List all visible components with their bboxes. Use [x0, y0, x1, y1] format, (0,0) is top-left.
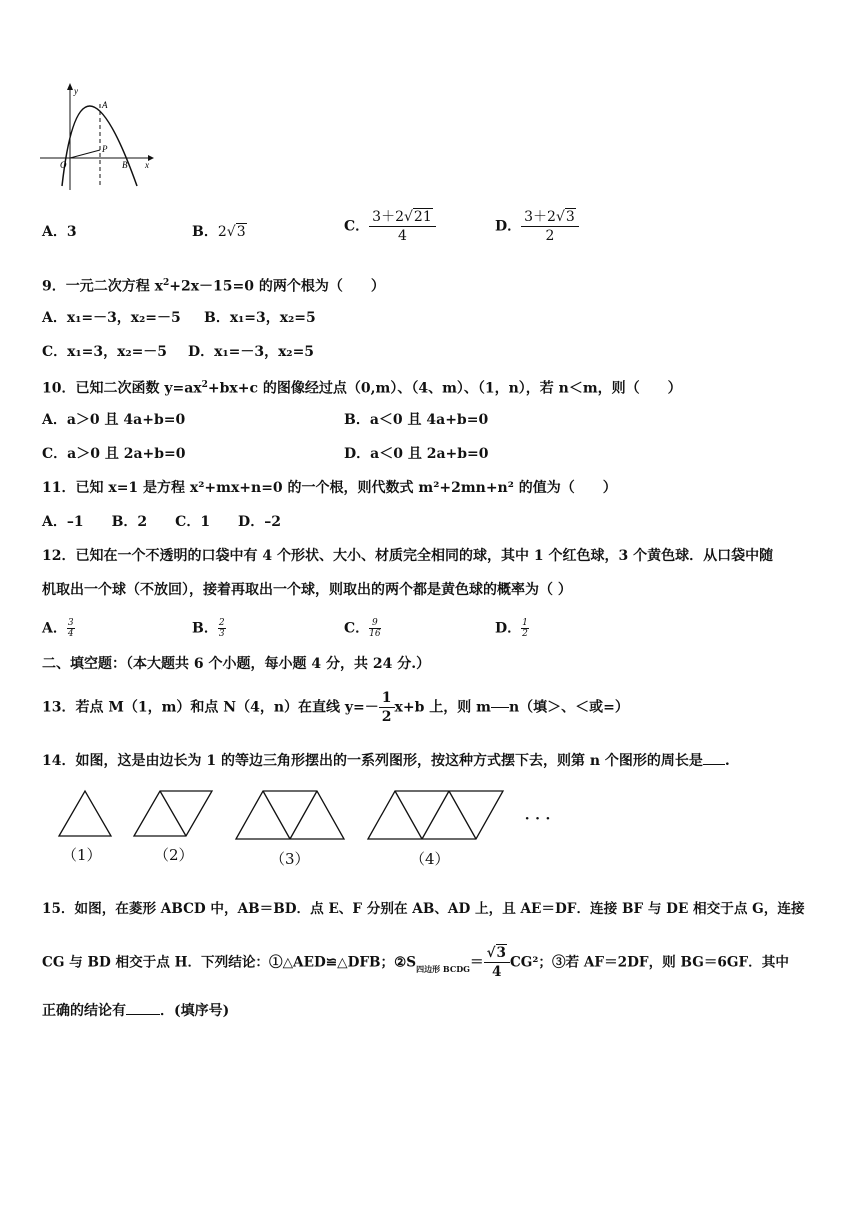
q8-option-c-label: C． — [344, 218, 370, 235]
q12-b-label: B． — [192, 620, 218, 637]
q10-option-b[interactable]: B．a＜0 且 4a+b=0 — [344, 412, 489, 428]
q12-a-label: A． — [42, 620, 67, 637]
triangle-pattern-figures — [50, 788, 560, 848]
q12-d-den: 2 — [522, 629, 528, 639]
q11-stem: 11．已知 x=1 是方程 x²+mx+n=0 的一个根，则代数式 m²+2mn+n² 的值为（ ） — [42, 480, 617, 496]
q15-area-subscript: 四边形 BCDG — [416, 964, 470, 974]
q14-stem — [42, 752, 730, 770]
q9-stem — [42, 274, 385, 296]
q12-a-fraction — [67, 618, 75, 639]
q10-option-c[interactable]: C．a＞0 且 2a+b=0 — [42, 446, 186, 462]
q8-c-den: 4 — [397, 228, 407, 244]
q8-c-num: 3＋2 — [372, 209, 404, 225]
q9-stem-pre: 9．一元二次方程 x — [42, 278, 163, 295]
q12-a-den: 4 — [67, 629, 74, 639]
q15-line3-post: ．(填序号) — [160, 1003, 230, 1019]
continuation-dots: ··· — [524, 806, 556, 830]
q9-stem-post: +2x－15=0 的两个根为（ ） — [169, 278, 385, 295]
q10-option-a[interactable]: A．a＞0 且 4a+b=0 — [42, 412, 186, 428]
q13-answer-blank[interactable] — [491, 707, 509, 708]
q8-option-b-label: B． — [192, 224, 218, 240]
q13-fraction — [379, 689, 395, 726]
sqrt-icon: √ — [403, 209, 413, 225]
q12-stem-line2: 机取出一个球（不放回），接着再取出一个球，则取出的两个都是黄色球的概率为（ ） — [42, 582, 572, 598]
q8-option-d-fraction — [521, 208, 579, 245]
q12-d-num: 1 — [522, 618, 528, 628]
q8-option-c-fraction — [369, 208, 436, 245]
q8-option-c[interactable] — [344, 208, 436, 245]
label-b: B — [122, 160, 128, 170]
q9-option-b[interactable]: B．x₁=3，x₂=5 — [204, 310, 316, 326]
q15-stem-line3 — [42, 1002, 229, 1020]
q14-stem-end: . — [724, 753, 730, 769]
section-heading-fill-blank: 二、填空题：（本大题共 6 个小题，每小题 4 分，共 24 分.） — [42, 656, 431, 672]
q15-equals: ＝ — [469, 954, 484, 971]
q8-d-den: 2 — [545, 228, 555, 244]
q15-answer-blank[interactable] — [126, 1014, 160, 1015]
figure-2-triangles — [134, 791, 212, 836]
q13-stem — [42, 689, 629, 726]
q12-d-fraction — [521, 618, 529, 639]
figure-label-4: （4） — [410, 850, 450, 868]
q8-option-b[interactable] — [192, 223, 247, 241]
q12-c-fraction — [369, 618, 380, 639]
q15-fraction — [484, 944, 510, 981]
q12-c-num: 9 — [369, 618, 380, 629]
q15-den: 4 — [492, 964, 502, 980]
q8-option-d[interactable] — [495, 208, 579, 245]
q15-line2-pre: CG 与 BD 相交于点 H．下列结论：①△AED≌△DFB；②S — [42, 954, 417, 971]
figure-label-3: （3） — [270, 850, 310, 868]
y-axis-arrow — [67, 83, 73, 90]
q12-d-label: D． — [495, 620, 522, 637]
label-o: O — [60, 160, 67, 170]
figure-label-1: （1） — [62, 846, 102, 864]
figure-label-2: （2） — [154, 846, 194, 864]
sqrt-icon: √ — [226, 224, 236, 240]
q8-option-b-rad: 3 — [236, 224, 246, 240]
q9-option-a[interactable]: A．x₁=－3，x₂=－5 — [42, 310, 181, 326]
label-p: P — [102, 144, 108, 154]
q13-post: x+b 上，则 m — [394, 699, 491, 716]
q15-stem-line2 — [42, 944, 789, 981]
figure-4-triangles — [368, 791, 503, 839]
q12-a-num: 3 — [67, 618, 74, 628]
q15-line2-post: CG²；③若 AF＝2DF，则 BG＝6GF．其中 — [509, 954, 789, 971]
q13-den: 2 — [381, 709, 392, 725]
label-a: A — [102, 100, 108, 110]
q10-stem-post: +bx+c 的图像经过点（0,m）、（4、m）、（1，n），若 n＜m，则（ ） — [207, 380, 682, 397]
q12-b-fraction — [218, 618, 226, 639]
q8-c-rad: 21 — [413, 209, 432, 225]
q13-num: 1 — [379, 689, 395, 708]
q15-line3-pre: 正确的结论有 — [42, 1003, 126, 1019]
q8-option-a-label: A． — [42, 224, 67, 240]
q10-stem — [42, 376, 682, 398]
parabola-graph — [38, 82, 158, 194]
q9-option-d[interactable]: D．x₁=－3，x₂=5 — [188, 344, 315, 360]
q13-tail: n（填＞、＜或=） — [508, 699, 629, 716]
q8-option-a[interactable] — [42, 223, 77, 241]
q12-option-b[interactable] — [192, 618, 226, 639]
q8-option-b-coef: 2 — [217, 224, 227, 240]
q15-stem-line1: 15．如图，在菱形 ABCD 中，AB＝BD．点 E、F 分别在 AB、AD 上，且 AE＝DF．连接 BF 与 DE 相交于点 G，连接 — [42, 901, 805, 917]
q12-option-d[interactable] — [495, 618, 529, 639]
sqrt-icon: √ — [555, 209, 565, 225]
q10-option-d[interactable]: D．a＜0 且 2a+b=0 — [344, 446, 489, 462]
figure-1-triangles — [59, 791, 111, 836]
q12-stem-line1: 12．已知在一个不透明的口袋中有 4 个形状、大小、材质完全相同的球，其中 1 个红色球，3 个黄色球．从口袋中随 — [42, 548, 774, 564]
q12-option-c[interactable] — [344, 618, 381, 639]
q12-c-den: 16 — [369, 629, 381, 639]
q12-b-num: 2 — [218, 618, 225, 628]
q9-stem-sup: 2 — [162, 278, 170, 288]
q13-pre: 13．若点 M（1，m）和点 N（4，n）在直线 y=－ — [42, 699, 379, 716]
q8-option-d-label: D． — [495, 218, 522, 235]
q8-d-rad: 3 — [565, 209, 575, 225]
sqrt-icon: √ — [486, 945, 496, 961]
label-x: x — [145, 160, 149, 170]
q12-option-a[interactable] — [42, 618, 75, 639]
q11-options[interactable]: A．–1 B．2 C．1 D．–2 — [42, 514, 281, 530]
q10-stem-pre: 10．已知二次函数 y=ax — [42, 380, 202, 397]
label-y: y — [74, 86, 78, 96]
q14-stem-text: 14．如图，这是由边长为 1 的等边三角形摆出的一系列图形，按这种方式摆下去，则第 n 个图形的周长是 — [42, 753, 703, 769]
q8-option-a-text: 3 — [66, 224, 77, 240]
q10-stem-sup: 2 — [201, 380, 208, 390]
q12-b-den: 3 — [218, 629, 225, 639]
segment-op — [70, 150, 100, 158]
q12-c-label: C． — [344, 620, 370, 637]
q14-answer-blank[interactable] — [703, 764, 725, 765]
q8-d-num: 3＋2 — [524, 209, 556, 225]
q15-num-rad: 3 — [496, 945, 506, 961]
figure-3-triangles — [236, 791, 344, 839]
q9-option-c[interactable]: C．x₁=3，x₂=－5 — [42, 344, 168, 360]
